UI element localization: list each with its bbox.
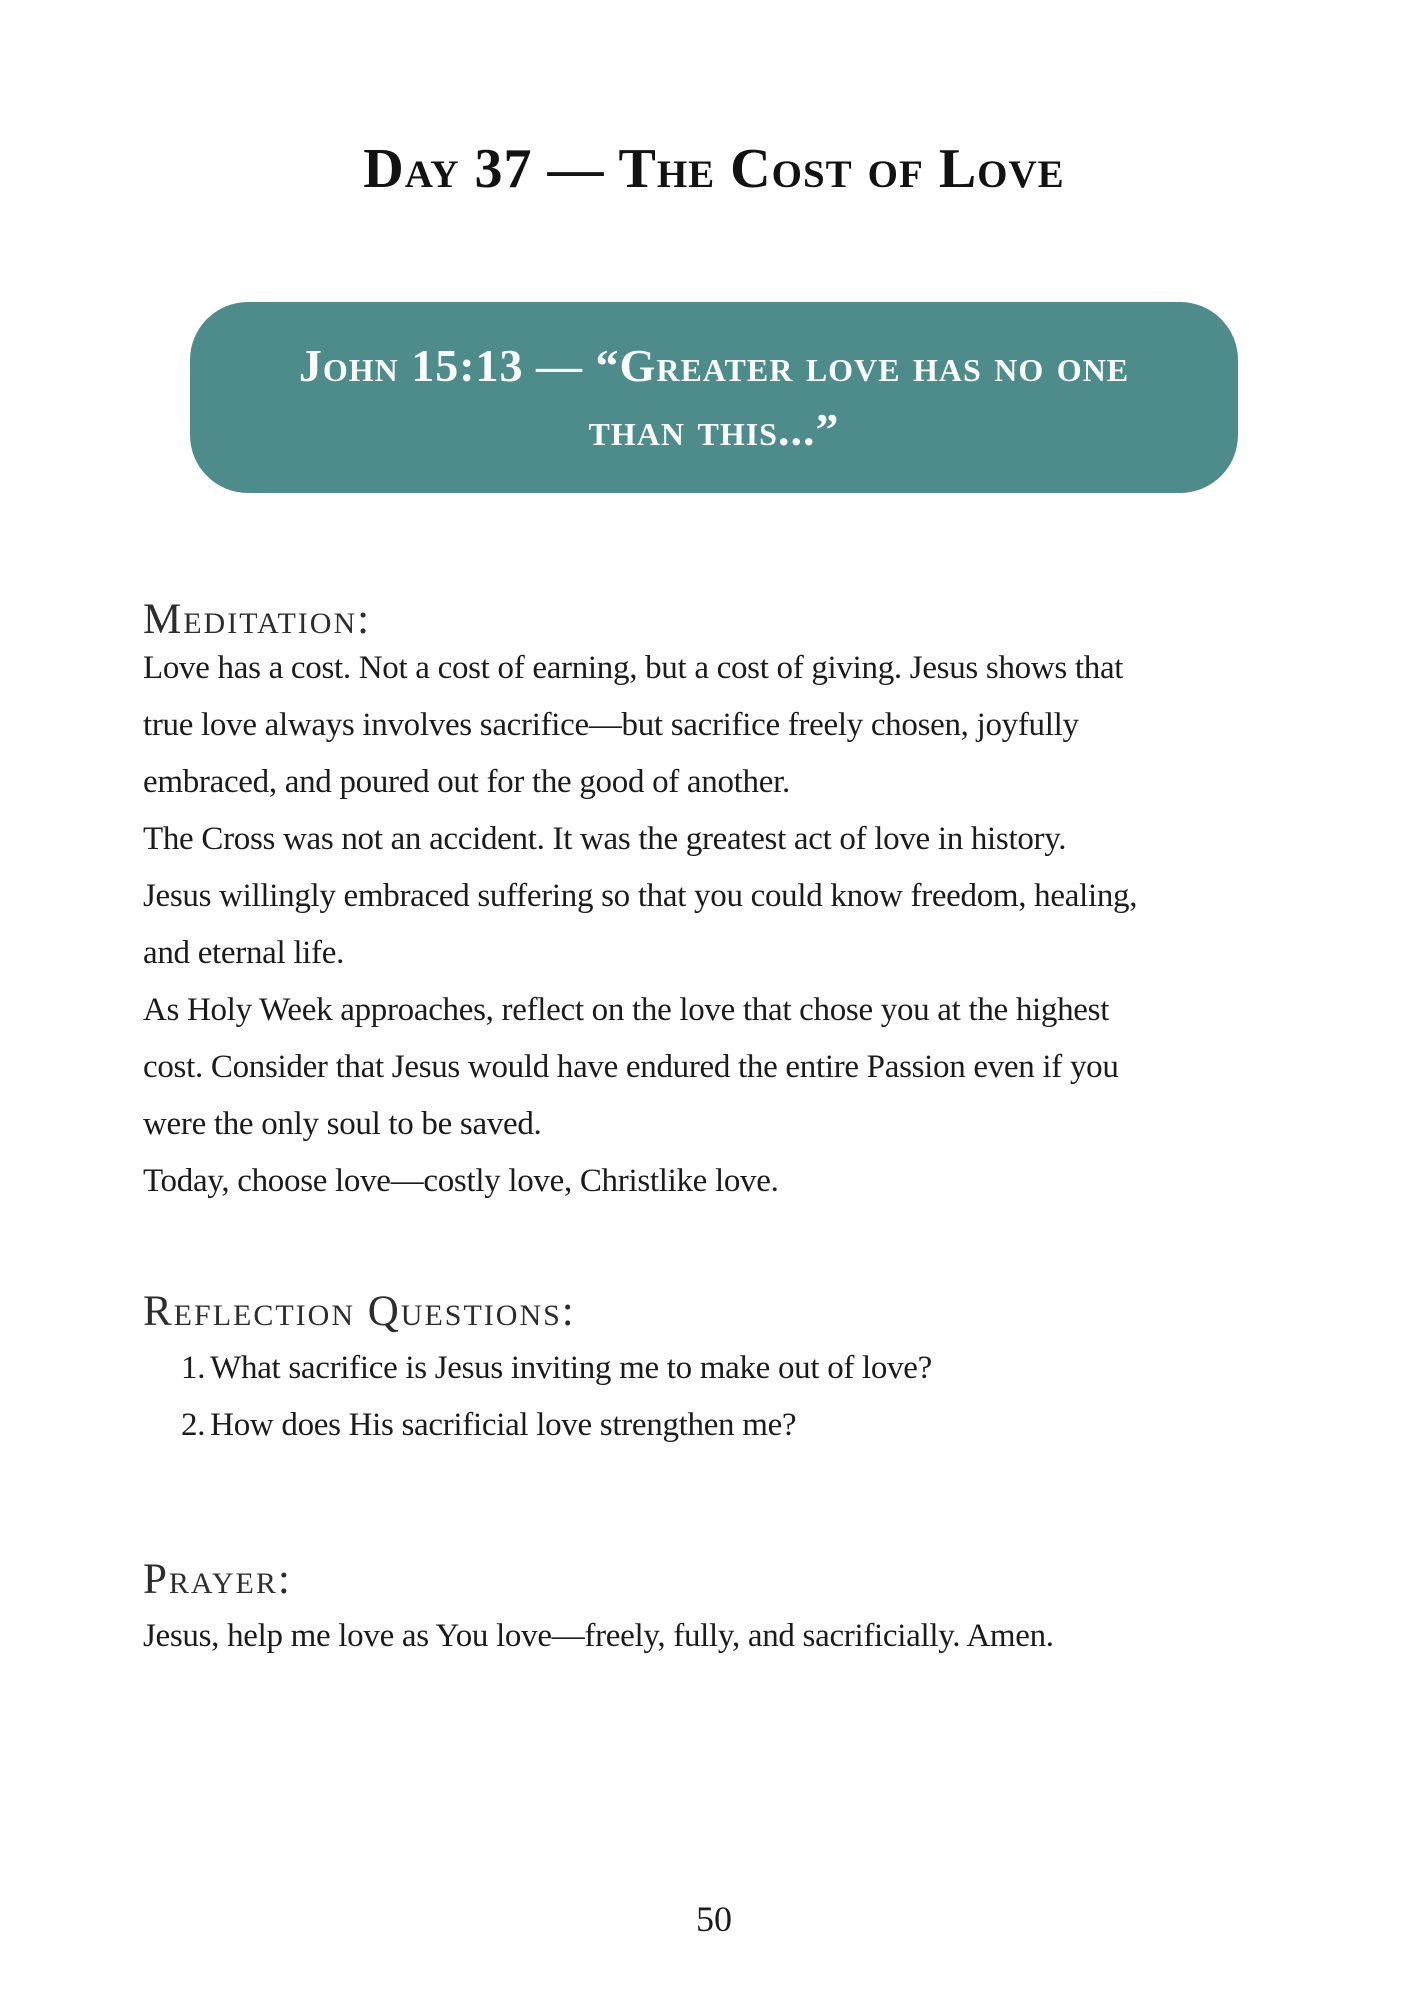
meditation-line: Love has a cost. Not a cost of earning, but a cost of giving. Jesus shows that xyxy=(143,650,1124,686)
scripture-banner-line-2: than this...” xyxy=(588,403,840,455)
question-text: How does His sacrificial love strengthen me? xyxy=(210,1407,797,1443)
page-title: Day 37 — The Cost of Love xyxy=(363,138,1065,200)
reflection-questions-heading: Reflection Questions: xyxy=(143,1288,576,1335)
meditation-line: embraced, and poured out for the good of another. xyxy=(143,764,790,800)
meditation-line: Today, choose love—costly love, Christlike love. xyxy=(143,1163,779,1199)
meditation-line: The Cross was not an accident. It was the greatest act of love in history. xyxy=(143,821,1067,857)
meditation-line: cost. Consider that Jesus would have endured the entire Passion even if you xyxy=(143,1049,1119,1085)
meditation-line: Jesus willingly embraced suffering so that you could know freedom, healing, xyxy=(143,878,1138,914)
reflection-question-1 xyxy=(181,1340,932,1397)
question-number: 1. xyxy=(181,1350,206,1386)
scripture-banner-line-1: John 15:13 — “Greater love has no one xyxy=(298,339,1130,391)
meditation-line: and eternal life. xyxy=(143,935,345,971)
reflection-questions-list xyxy=(181,1340,932,1454)
meditation-line: As Holy Week approaches, reflect on the love that chose you at the highest xyxy=(143,992,1110,1028)
meditation-line: were the only soul to be saved. xyxy=(143,1106,542,1142)
meditation-text xyxy=(143,640,1303,1210)
prayer-text: Jesus, help me love as You love—freely, fully, and sacrificially. Amen. xyxy=(143,1618,1054,1654)
meditation-heading: Meditation: xyxy=(143,596,372,643)
question-number: 2. xyxy=(181,1407,206,1443)
page-number: 50 xyxy=(696,1899,732,1939)
question-text: What sacrifice is Jesus inviting me to make out of love? xyxy=(210,1350,932,1386)
prayer-text-block xyxy=(143,1608,1303,1665)
scripture-banner xyxy=(190,302,1238,493)
reflection-question-2 xyxy=(181,1397,932,1454)
prayer-heading: Prayer: xyxy=(143,1556,292,1603)
meditation-line: true love always involves sacrifice—but sacrifice freely chosen, joyfully xyxy=(143,707,1079,743)
